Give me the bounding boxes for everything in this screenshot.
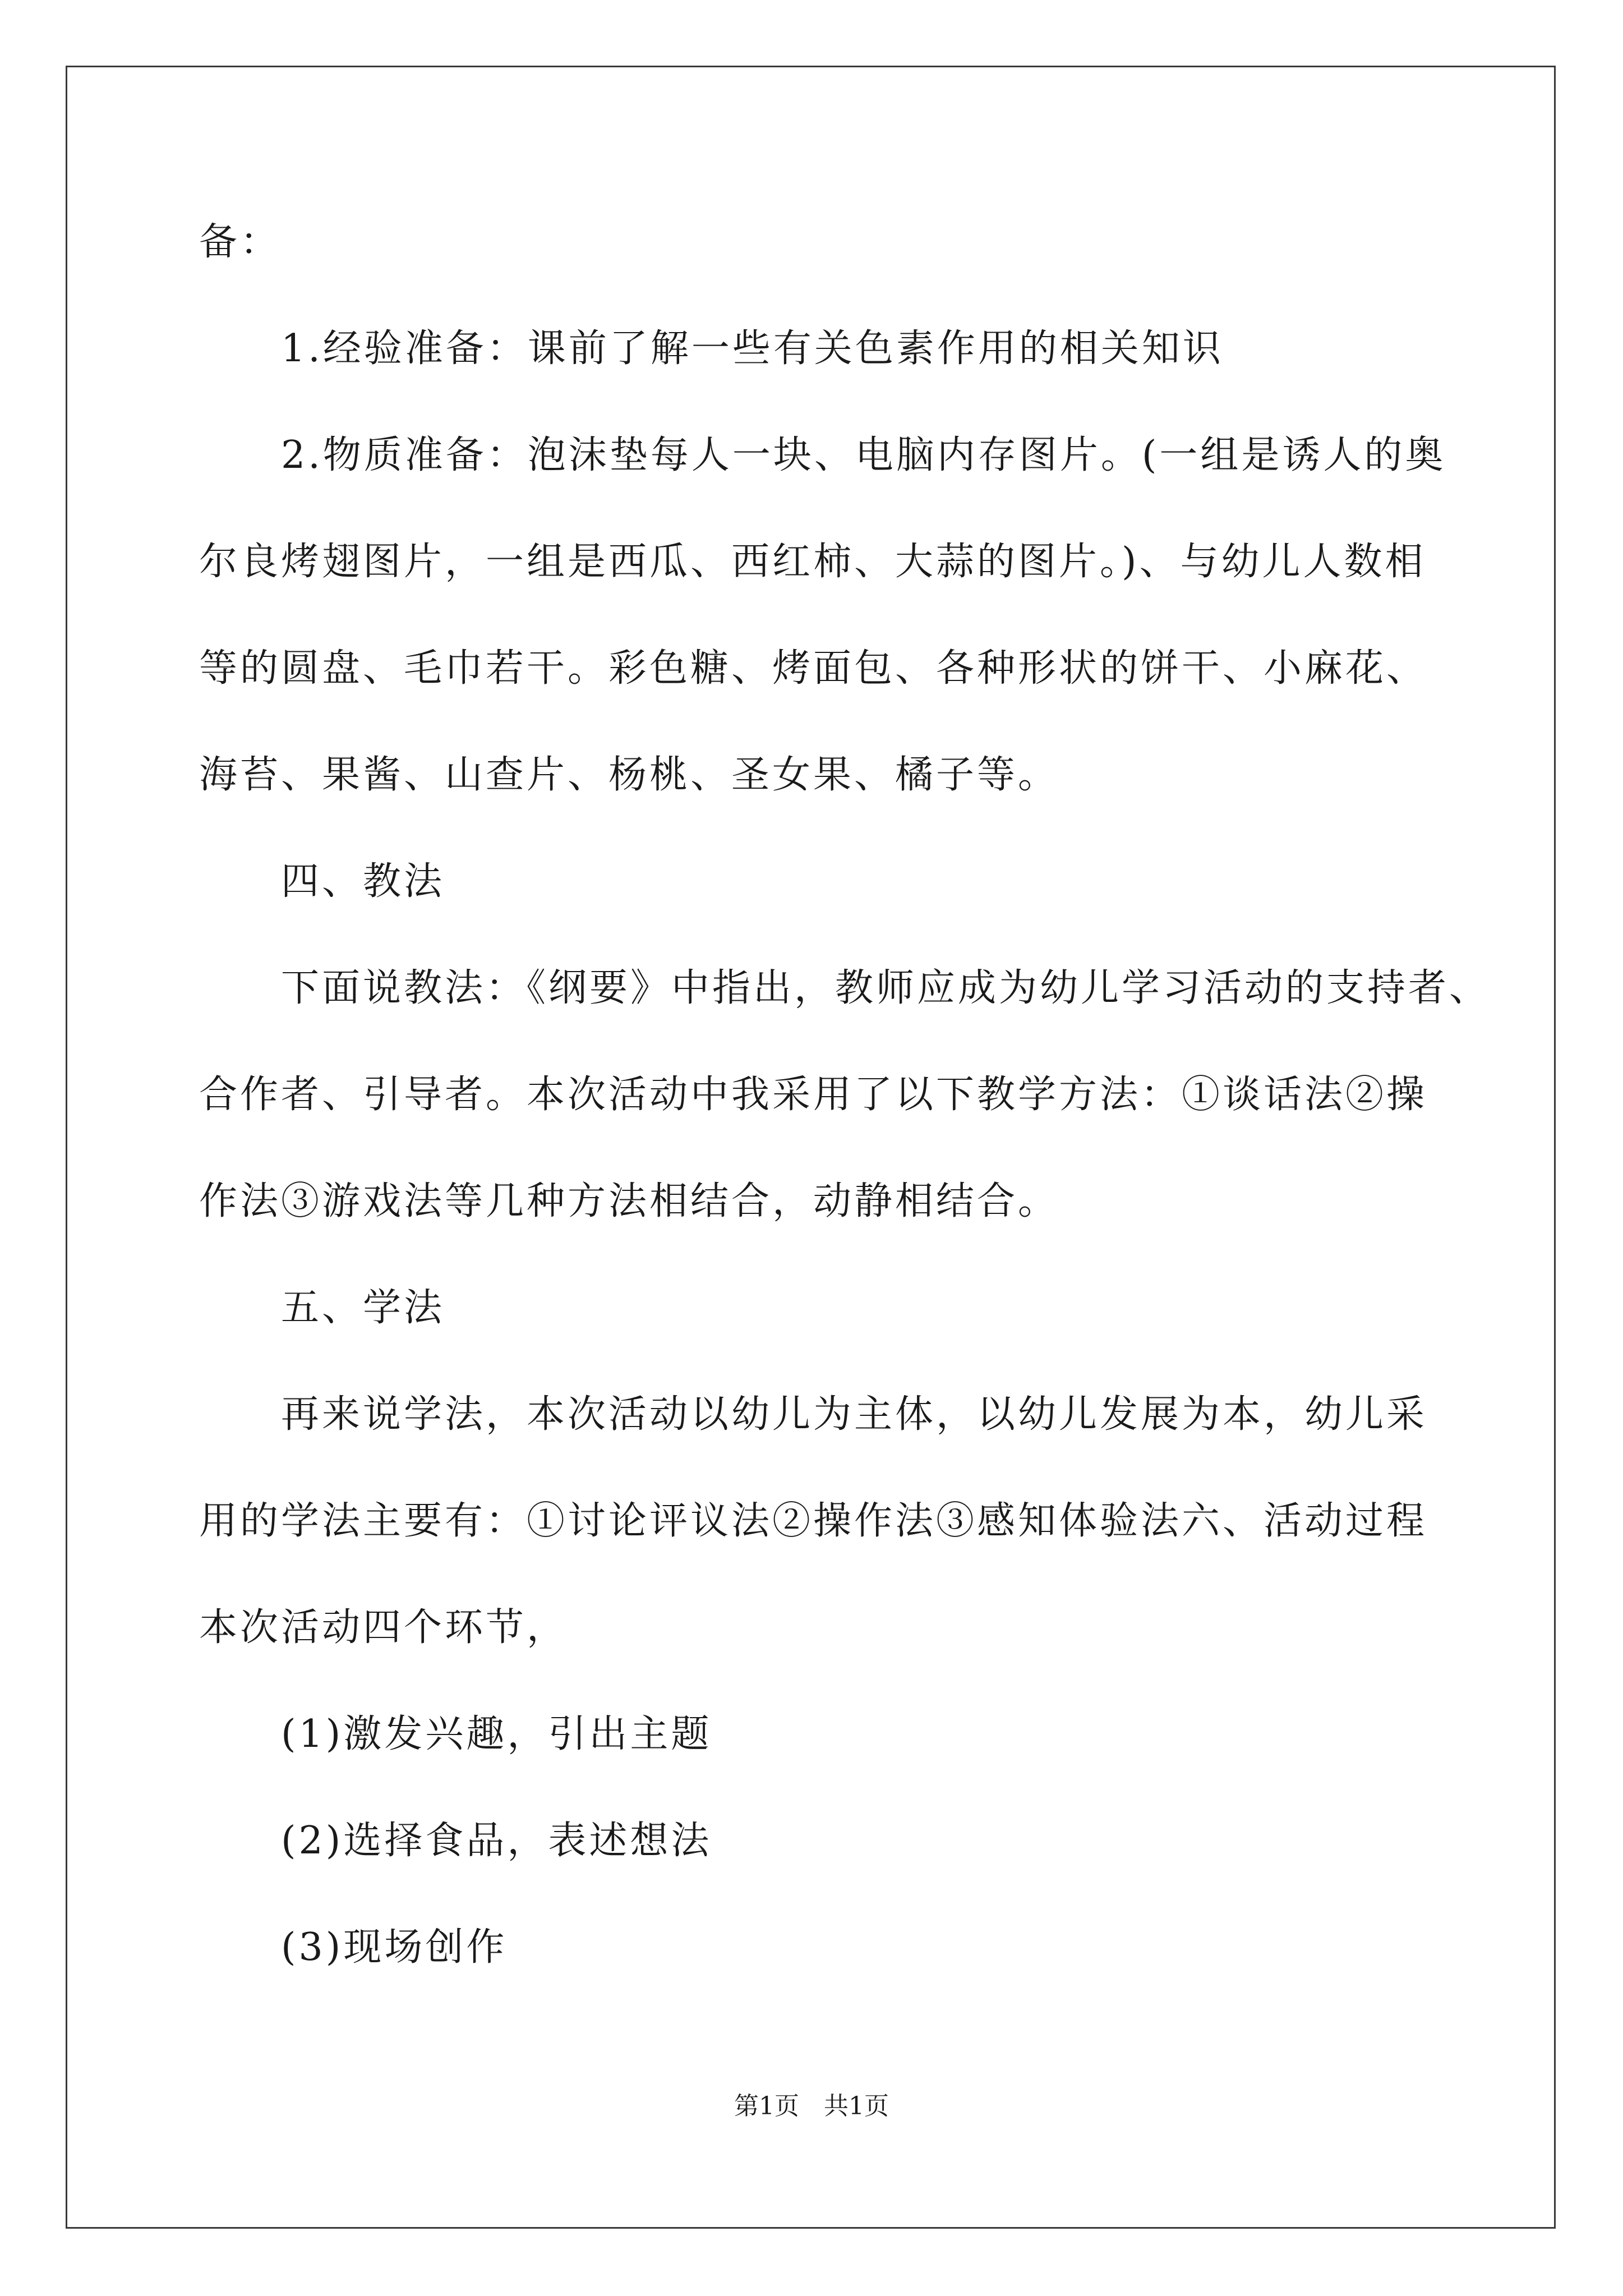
text-line: 合作者、引导者。本次活动中我采用了以下教学方法：①谈话法②操 <box>199 1073 1428 1117</box>
text-line: 尔良烤翅图片，一组是西瓜、西红柿、大蒜的图片。)、与幼儿人数相 <box>199 540 1426 584</box>
text-line: 用的学法主要有：①讨论评议法②操作法③感知体验法六、活动过程 <box>199 1499 1428 1543</box>
text-line: 下面说教法：《纲要》中指出，教师应成为幼儿学习活动的支持者、 <box>281 966 1491 1010</box>
text-line: 备： <box>199 220 282 264</box>
list-item: (3)现场创作 <box>281 1925 508 1970</box>
list-item: (1)激发兴趣，引出主题 <box>281 1712 712 1756</box>
text-line: 本次活动四个环节， <box>199 1605 568 1650</box>
text-line: 2.物质准备：泡沫垫每人一块、电脑内存图片。(一组是诱人的奥 <box>281 433 1446 477</box>
section-heading: 四、教法 <box>281 859 445 904</box>
text-line: 等的圆盘、毛巾若干。彩色糖、烤面包、各种形状的饼干、小麻花、 <box>199 646 1428 691</box>
section-heading: 五、学法 <box>281 1286 445 1330</box>
text-line: 再来说学法，本次活动以幼儿为主体，以幼儿发展为本，幼儿采 <box>281 1392 1428 1437</box>
page-border <box>66 66 1556 2229</box>
text-line: 作法③游戏法等几种方法相结合，动静相结合。 <box>199 1179 1059 1223</box>
text-line: 1.经验准备：课前了解一些有关色素作用的相关知识 <box>281 326 1224 371</box>
page-number: 第1页 共1页 <box>734 2092 889 2120</box>
list-item: (2)选择食品，表述想法 <box>281 1819 712 1863</box>
text-line: 海苔、果酱、山查片、杨桃、圣女果、橘子等。 <box>199 753 1059 797</box>
